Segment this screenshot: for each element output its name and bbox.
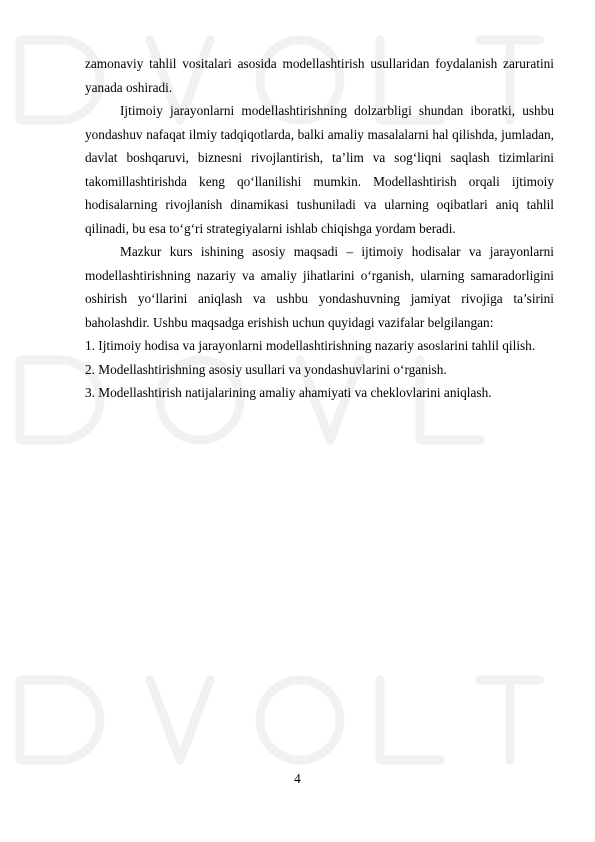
task-item-1: 1. Ijtimoiy hodisa va jarayonlarni modellashtirishning nazariy asoslarini tahlil qilish. <box>85 338 536 353</box>
paragraph-continuation: zamonaviy tahlil vositalari asosida modellashtirish usullaridan foydalanish zaruratini yanada oshiradi. <box>85 56 554 95</box>
paragraph-relevance: Ijtimoiy jarayonlarni modellashtirishning dolzarbligi shundan iboratki, ushbu yondashuv nafaqat ilmiy tadqiqotlarda, balki amaliy masalalarni hal qilishda, jumladan, davlat boshqaruvi, biznesni rivojlantirish, ta’lim va sog‘liqni saqlash tizimlarini takomillashtirishda keng qo‘llanilishi mumkin. Modellashtirish orqali ijtimoiy hodisalarning rivojlanish dinamikasi tushuniladi va ularning oqibatlari aniq tahlil qilinadi, bu esa to‘g‘ri strategiyalarni ishlab chiqishga yordam beradi. <box>85 103 554 236</box>
task-item-3: 3. Modellashtirish natijalarining amaliy ahamiyati va cheklovlarini aniqlash. <box>85 385 492 400</box>
page-number: 4 <box>294 771 301 786</box>
task-item-2: 2. Modellashtirishning asosiy usullari va yondashuvlarini o‘rganish. <box>85 361 447 377</box>
document-body <box>85 52 554 405</box>
paragraph-goal: Mazkur kurs ishining asosiy maqsadi – ijtimoiy hodisalar va jarayonlarni modellashtirishning nazariy va amaliy jihatlarini o‘rganish, ularning samaradorligini oshirish yo‘llarini aniqlash va ushbu yondashuvning jamiyat rivojiga ta’sirini baholashdir. Ushbu maqsadga erishish uchun quyidagi vazifalar belgilangan: <box>85 244 554 330</box>
